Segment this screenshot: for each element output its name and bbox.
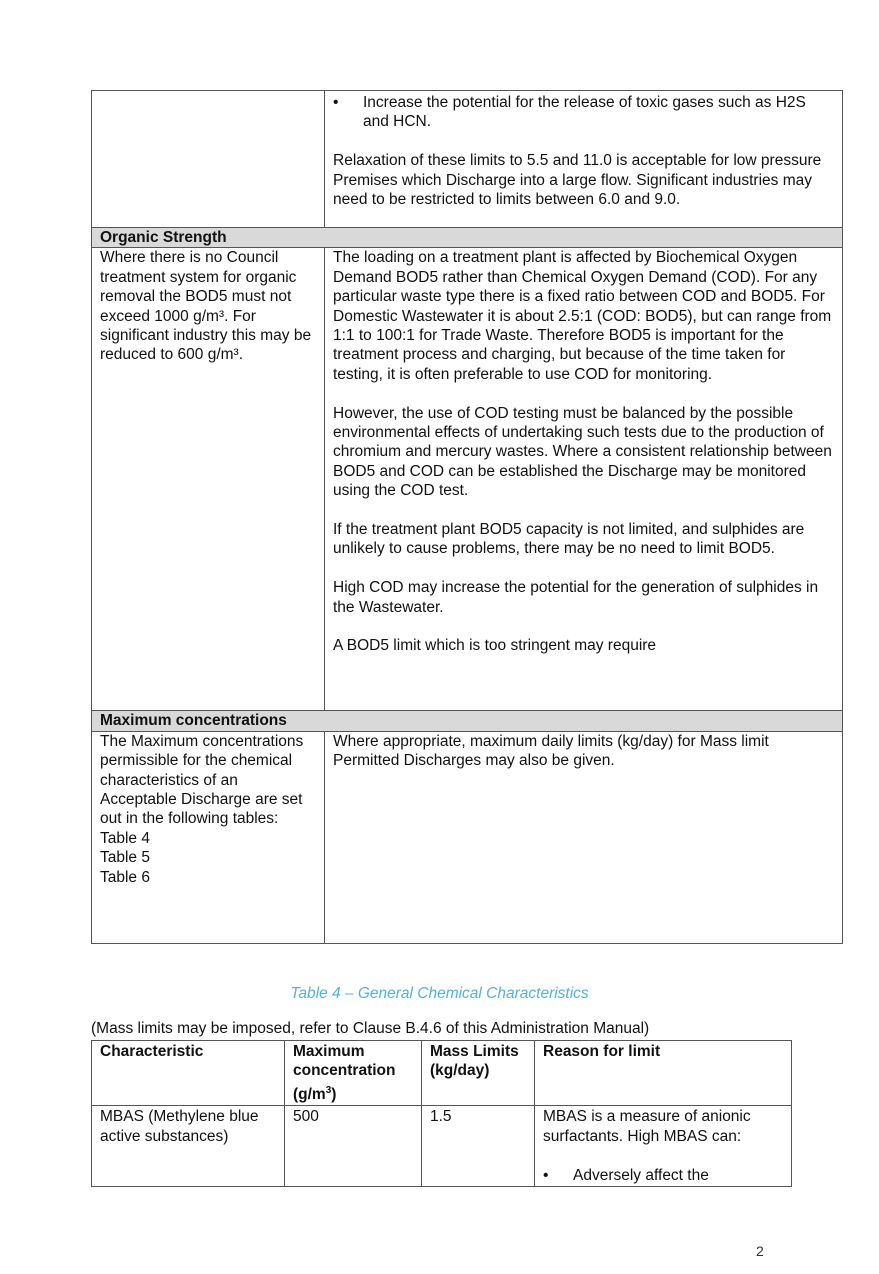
organic-paragraph: The loading on a treatment plant is affected by Biochemical Oxygen Demand BOD5 rather than Chemical Oxygen Demand (COD). For any particular waste type there is a fixed ratio between COD and BOD5. For Domestic Wastewater it is about 2.5:1 (COD: BOD5), but can range from 1:1 to 100:1 for Trade Waste. Therefore BOD5 is important for the treatment process and charging, but because of the time taken for testing, it is often preferable to use COD for monitoring.	[333, 249, 832, 383]
organic-paragraph: However, the use of COD testing must be balanced by the possible environmental effects of undertaking such tests due to the production of chromium and mercury wastes. Where a consistent relationship between BOD5 and COD can be established the Discharge may be monitored using the COD test.	[333, 404, 832, 500]
organic-paragraph: If the treatment plant BOD5 capacity is not limited, and sulphides are unlikely to cause problems, there may be no need to limit BOD5.	[333, 521, 805, 558]
ph-notes-cell	[325, 91, 843, 228]
organic-right-cell	[325, 248, 843, 711]
max-concentrations-header: Maximum concentrations	[92, 711, 843, 731]
table-row	[92, 248, 843, 711]
bullet-text: Adversely affect the	[573, 1166, 709, 1184]
organic-strength-header: Organic Strength	[92, 228, 843, 248]
table-header-row	[92, 1041, 792, 1106]
col-max-concentration: Maximum concentration $(g/m^3)$	[285, 1041, 422, 1106]
organic-limit-text: Where there is no Council treatment system for organic removal the BOD5 must not exceed 1000 g/m³. For significant industry this may be reduced to 600 g/m³.	[100, 249, 312, 364]
mass-limits-note: (Mass limits may be imposed, refer to Clause B.4.6 of this Administration Manual)	[91, 1020, 650, 1037]
table-4	[91, 1040, 792, 1187]
max-right-cell	[325, 731, 843, 943]
mass-limit-text: Where appropriate, maximum daily limits (kg/day) for Mass limit Permitted Discharges may also be given.	[333, 732, 769, 770]
table-reference: Table 5	[100, 849, 150, 867]
max-conc-label: Maximum concentration	[293, 1043, 396, 1080]
bullet-item	[333, 93, 834, 132]
max-left-cell	[92, 731, 325, 943]
organic-left-cell	[92, 248, 325, 711]
reason-text: MBAS is a measure of anionic surfactants. High MBAS can:	[543, 1108, 751, 1145]
table-reference: Table 6	[100, 868, 150, 886]
top-table	[91, 90, 843, 944]
organic-paragraph: High COD may increase the potential for the generation of sulphides in the Wastewater.	[333, 579, 819, 616]
cell-max-concentration: 500	[285, 1106, 422, 1187]
table-caption: Table 4 – General Chemical Characteristics	[290, 985, 589, 1002]
table-row	[92, 91, 843, 228]
section-header-row	[92, 228, 843, 248]
bullet-icon: •	[333, 94, 339, 111]
cell-reason	[535, 1106, 792, 1187]
table-row	[92, 1106, 792, 1187]
empty-cell	[92, 91, 325, 228]
max-intro-text: The Maximum concentrations permissible for the chemical characteristics of an Acceptable Discharge are set out in the following tables:	[100, 732, 304, 828]
page-number: 2	[756, 1243, 764, 1259]
superscript: 3	[325, 1084, 332, 1096]
bullet-text: Increase the potential for the release of toxic gases such as H2S and HCN.	[363, 94, 806, 131]
col-reason: Reason for limit	[535, 1041, 792, 1106]
max-conc-unit: (g/m	[293, 1085, 326, 1103]
relaxation-paragraph: Relaxation of these limits to 5.5 and 11.0 is acceptable for low pressure Premises which Discharge into a large flow. Significant industries may need to be restricted to limits between 6.0 and 9.0.	[333, 152, 822, 209]
cell-mass-limits: 1.5	[422, 1106, 535, 1187]
cell-characteristic: MBAS (Methylene blue active substances)	[92, 1106, 285, 1187]
table-row	[92, 731, 843, 943]
bullet-item	[543, 1166, 783, 1185]
table-reference: Table 4	[100, 829, 150, 847]
organic-paragraph: A BOD5 limit which is too stringent may require	[333, 637, 657, 655]
col-characteristic: Characteristic	[92, 1041, 285, 1106]
bullet-icon: •	[543, 1166, 549, 1184]
col-mass-limits: Mass Limits (kg/day)	[422, 1041, 535, 1106]
section-header-row	[92, 711, 843, 731]
